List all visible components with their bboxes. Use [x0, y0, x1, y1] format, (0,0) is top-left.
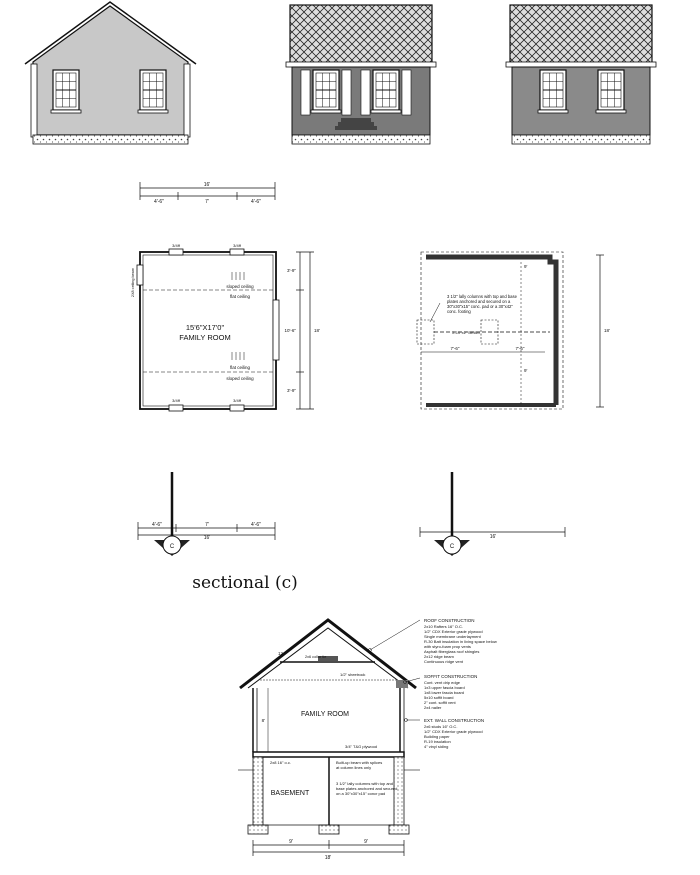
top-dim-right: 4'-6" — [251, 199, 261, 205]
foundation-beam-label: 2-10"x2" BEAM — [452, 330, 480, 335]
foundation-dim-total: 18' — [604, 328, 610, 333]
right-dim-total: 16' — [489, 534, 497, 540]
section-dim-total: 18' — [324, 855, 332, 861]
section-sheetrock: 1/2" sheetrock — [340, 672, 366, 677]
foundation-dim-side-bottom: 9' — [524, 368, 528, 373]
elevation-side — [25, 2, 196, 144]
section-column-note: 3 1/2" lally columns with top and base plates anchored and secured on a 30"x30"x15" concr pad — [336, 781, 398, 796]
plan-dim-bottom: 3'-9" — [287, 388, 296, 393]
roof-construction-title: ROOF CONSTRUCTION — [424, 618, 475, 623]
top-dim-mid: 7' — [205, 199, 209, 205]
section-dim-left: 9' — [289, 839, 293, 845]
section-dim-right: 9' — [364, 839, 368, 845]
foundation-note: 3 1/2" lally columns with top and base plates anchored and secured on a 30"x30"x15" conc. pad or a 30"x42" conc. footing — [447, 294, 517, 314]
plan-window-label-4: 3/4ff — [233, 398, 241, 403]
plan-side-dimension — [296, 252, 314, 409]
section-ceiling-height: 8' — [261, 718, 265, 723]
foundation-dim-left: 7'-6" — [450, 346, 460, 351]
soffit-construction-lines: Cont. vent drip edge 1x3 upper fascia board 1x8 lower fascia board 5x10 soffit board 2" cont. soffit vent 2x4 nailer — [424, 680, 465, 710]
section-beam-note: Built-up beam with splices at column lines only — [336, 760, 383, 770]
plan-window-label-1: 3/4ff — [172, 243, 180, 248]
plan-dim-top: 3'-9" — [287, 268, 296, 273]
lower-dim-mid: 7' — [205, 522, 209, 528]
sectional-title: sectional (c) — [192, 573, 298, 593]
plan-room-size: 15'6"X17'0" — [185, 323, 225, 332]
plan-window-label-2: 3/4ff — [233, 243, 241, 248]
section-room-name: FAMILY ROOM — [301, 711, 349, 718]
plan-dim-mid: 10'-6" — [284, 328, 296, 333]
foundation-side-dimension — [596, 255, 604, 407]
section-marker-left: C — [169, 544, 175, 550]
section-bottom-dimension — [253, 840, 404, 856]
elevation-front — [286, 5, 436, 144]
lower-dim-right: 4'-6" — [251, 522, 261, 528]
wall-construction-title: EXT. WALL CONSTRUCTION — [424, 718, 485, 723]
section-marker-right: C — [449, 544, 455, 550]
section-collar-tie: 2x6 collar tie — [305, 655, 327, 659]
plan-flat-ceiling-top: flat ceiling — [229, 294, 251, 299]
section-joists: 2x8 16" o.c. — [270, 760, 291, 765]
roof-construction-lines: 2x10 Rafters 16" O.C. 1/2" CDX Exterior grade plywood Single membrane underlayment R-30 Batt insulation in living space below with styro-foam prop vents Asphalt fiberglass roof shingles 2x12 ridge beam Continuous ridge vent — [424, 624, 497, 664]
section-basement: BASEMENT — [270, 790, 310, 797]
plan-sloped-ceiling-top: sloped ceiling — [226, 284, 254, 289]
foundation-dim-side-top: 9' — [524, 264, 528, 269]
foundation-plan — [417, 252, 563, 409]
top-dim-left: 4'-6" — [154, 199, 164, 205]
plan-dim-total: 18' — [314, 328, 320, 333]
plan-sloped-ceiling-bottom: sloped ceiling — [226, 376, 254, 381]
section-drawing — [238, 620, 420, 834]
wall-construction-lines: 2x6 studs 16" O.C. 1/2" CDX Exterior grade plywood Building paper R-19 insulation 4" vinyl siding — [424, 724, 483, 749]
lower-dim-left: 4'-6" — [152, 522, 162, 528]
elevation-rear — [506, 5, 656, 144]
plan-room-name: FAMILY ROOM — [179, 333, 231, 342]
top-dim-overall: 16' — [203, 182, 211, 188]
soffit-construction-title: SOFFIT CONSTRUCTION — [424, 674, 478, 679]
section-plywood: 3/4" T&G plywood — [345, 744, 378, 749]
section-pitch: 12 — [278, 651, 284, 656]
lower-dim-total: 16' — [203, 535, 211, 541]
plan-window-label-3: 3/4ff — [172, 398, 180, 403]
plan-beam-label: 2X8 ceiling beam — [131, 268, 135, 298]
plan-flat-ceiling-bottom: flat ceiling — [229, 365, 251, 370]
foundation-dim-right: 7'-6" — [515, 346, 525, 351]
